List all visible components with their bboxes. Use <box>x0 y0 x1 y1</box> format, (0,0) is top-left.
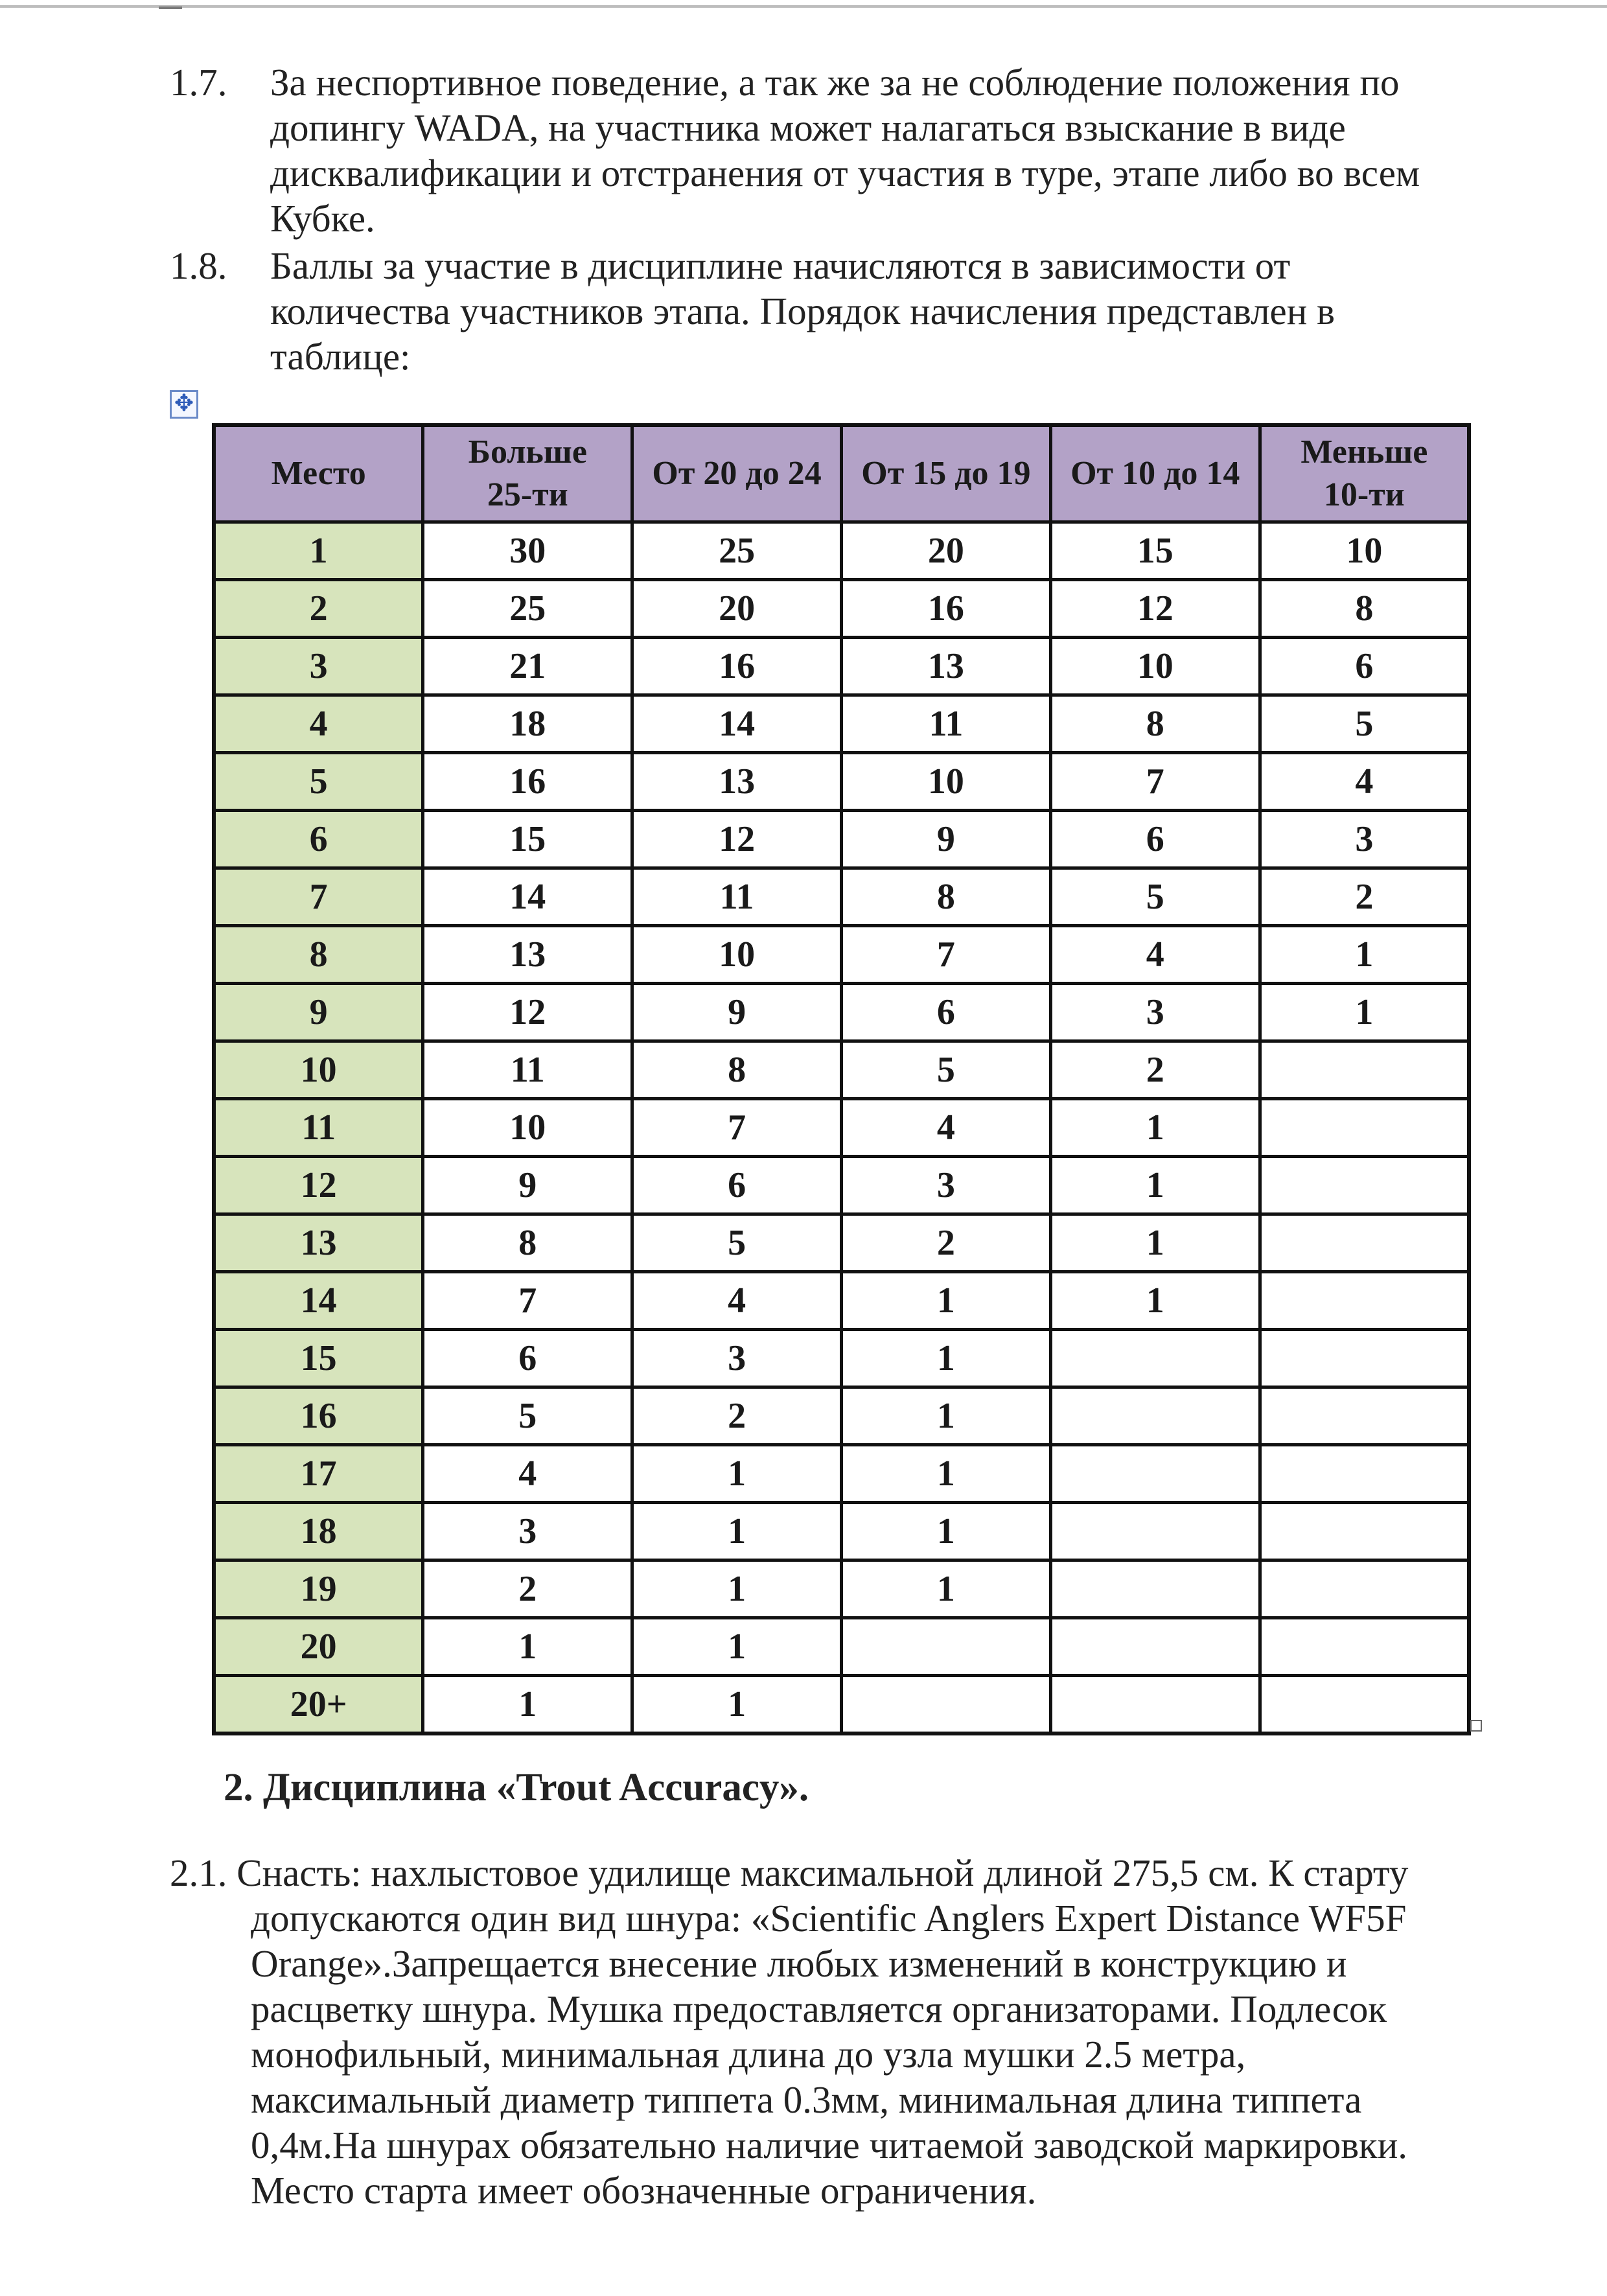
table-row <box>214 1387 1469 1445</box>
points-cell: 7 <box>1050 753 1260 811</box>
table-row <box>214 580 1469 638</box>
place-cell: 1 <box>214 522 423 580</box>
points-cell: 1 <box>632 1676 842 1734</box>
points-cell <box>841 1676 1050 1734</box>
points-cell: 1 <box>1050 1272 1260 1330</box>
place-cell: 8 <box>214 926 423 984</box>
table-row <box>214 1503 1469 1560</box>
points-cell <box>1260 1157 1469 1214</box>
text-line: количества участников этапа. Порядок начисления представлен в <box>270 290 1335 332</box>
place-cell: 4 <box>214 695 423 753</box>
paragraph-1-8 <box>170 243 1466 386</box>
points-cell: 20 <box>841 522 1050 580</box>
table-body <box>214 522 1469 1734</box>
points-cell <box>1050 1387 1260 1445</box>
place-cell: 5 <box>214 753 423 811</box>
table-header-cell <box>1260 425 1469 522</box>
points-cell: 15 <box>1050 522 1260 580</box>
points-cell: 3 <box>1050 984 1260 1041</box>
place-cell: 10 <box>214 1041 423 1099</box>
points-cell: 1 <box>1050 1099 1260 1157</box>
points-cell: 1 <box>841 1387 1050 1445</box>
place-cell: 12 <box>214 1157 423 1214</box>
points-cell: 9 <box>632 984 842 1041</box>
points-cell <box>1050 1560 1260 1618</box>
place-cell: 9 <box>214 984 423 1041</box>
points-cell <box>1260 1272 1469 1330</box>
points-cell: 12 <box>423 984 632 1041</box>
points-cell: 11 <box>632 868 842 926</box>
place-cell: 14 <box>214 1272 423 1330</box>
points-cell <box>1050 1503 1260 1560</box>
points-cell: 1 <box>632 1560 842 1618</box>
text-line: Баллы за участие в дисциплине начисляются в зависимости от <box>270 244 1291 287</box>
points-cell <box>1260 1618 1469 1676</box>
points-cell: 7 <box>841 926 1050 984</box>
place-cell: 15 <box>214 1330 423 1387</box>
place-cell: 13 <box>214 1214 423 1272</box>
points-cell: 8 <box>1050 695 1260 753</box>
points-cell: 5 <box>423 1387 632 1445</box>
points-cell: 4 <box>1260 753 1469 811</box>
paragraph-text <box>270 243 1335 379</box>
points-cell: 8 <box>632 1041 842 1099</box>
text-line: Кубке. <box>270 197 375 240</box>
place-cell: 2 <box>214 580 423 638</box>
points-cell: 1 <box>841 1560 1050 1618</box>
table-row <box>214 811 1469 868</box>
table-header-cell <box>841 425 1050 522</box>
points-cell: 1 <box>632 1618 842 1676</box>
table-row <box>214 638 1469 695</box>
table-row <box>214 753 1469 811</box>
item-number: 1.8. <box>170 244 227 287</box>
points-cell: 1 <box>632 1445 842 1503</box>
points-cell: 1 <box>1260 984 1469 1041</box>
points-cell: 4 <box>632 1272 842 1330</box>
paragraph-text <box>251 1896 1407 2213</box>
table-header-cell <box>632 425 842 522</box>
ruler-marker <box>159 0 182 9</box>
points-cell <box>1050 1330 1260 1387</box>
points-cell: 3 <box>1260 811 1469 868</box>
points-cell: 30 <box>423 522 632 580</box>
header-text: Место <box>271 455 366 492</box>
points-cell: 10 <box>841 753 1050 811</box>
table-header-cell <box>1050 425 1260 522</box>
table-row <box>214 1676 1469 1734</box>
text-line: дисквалификации и отстранения от участия в туре, этапе либо во всем <box>270 152 1420 194</box>
place-cell: 20+ <box>214 1676 423 1734</box>
table-header-cell <box>214 425 423 522</box>
table-row <box>214 1445 1469 1503</box>
points-cell <box>1260 1041 1469 1099</box>
points-cell: 1 <box>841 1503 1050 1560</box>
points-cell <box>1260 1676 1469 1734</box>
points-cell: 3 <box>632 1330 842 1387</box>
place-cell: 18 <box>214 1503 423 1560</box>
points-cell: 1 <box>841 1272 1050 1330</box>
header-text: Больше <box>468 434 587 470</box>
page-top-edge <box>0 5 1607 8</box>
points-cell: 16 <box>841 580 1050 638</box>
table-row <box>214 1272 1469 1330</box>
points-cell: 13 <box>841 638 1050 695</box>
points-cell: 14 <box>423 868 632 926</box>
table-row <box>214 868 1469 926</box>
points-cell: 1 <box>632 1503 842 1560</box>
points-cell: 2 <box>423 1560 632 1618</box>
points-cell: 1 <box>1050 1157 1260 1214</box>
points-cell: 18 <box>423 695 632 753</box>
points-cell: 11 <box>423 1041 632 1099</box>
text-line: Место старта имеет обозначенные ограничения. <box>251 2169 1037 2212</box>
points-cell: 11 <box>841 695 1050 753</box>
points-cell: 2 <box>1260 868 1469 926</box>
points-cell: 10 <box>632 926 842 984</box>
points-cell <box>1260 1445 1469 1503</box>
points-cell: 1 <box>1260 926 1469 984</box>
points-cell: 10 <box>1050 638 1260 695</box>
points-cell <box>1260 1099 1469 1157</box>
text-line: максимальный диаметр типпета 0.3мм, минимальная длина типпета <box>251 2078 1362 2121</box>
place-cell: 7 <box>214 868 423 926</box>
place-cell: 17 <box>214 1445 423 1503</box>
header-text: 25-ти <box>487 476 568 513</box>
points-cell: 5 <box>1260 695 1469 753</box>
paragraph-2-1 <box>170 1850 1466 2226</box>
header-text: От 10 до 14 <box>1070 455 1240 492</box>
points-cell: 2 <box>632 1387 842 1445</box>
table-header-cell <box>423 425 632 522</box>
table-row <box>214 1214 1469 1272</box>
item-number: 1.7. <box>170 61 227 104</box>
points-cell <box>1260 1560 1469 1618</box>
points-cell <box>1050 1445 1260 1503</box>
points-cell: 7 <box>632 1099 842 1157</box>
header-text: От 20 до 24 <box>652 455 822 492</box>
points-cell: 1 <box>1050 1214 1260 1272</box>
place-cell: 16 <box>214 1387 423 1445</box>
place-cell: 11 <box>214 1099 423 1157</box>
points-cell: 5 <box>1050 868 1260 926</box>
points-cell: 14 <box>632 695 842 753</box>
table-header-row <box>214 425 1469 522</box>
points-cell: 1 <box>841 1445 1050 1503</box>
points-cell: 7 <box>423 1272 632 1330</box>
paragraph-text <box>270 60 1420 241</box>
place-cell: 20 <box>214 1618 423 1676</box>
points-cell: 9 <box>841 811 1050 868</box>
table-row <box>214 1618 1469 1676</box>
text-line: 2.1. Снасть: нахлыстовое удилище максимальной длиной 275,5 см. К старту <box>170 1851 1409 1894</box>
points-cell: 16 <box>632 638 842 695</box>
header-text: 10-ти <box>1323 476 1405 513</box>
points-cell <box>1260 1387 1469 1445</box>
points-cell: 6 <box>423 1330 632 1387</box>
points-cell: 10 <box>423 1099 632 1157</box>
points-cell: 10 <box>1260 522 1469 580</box>
points-cell: 4 <box>423 1445 632 1503</box>
table-row <box>214 984 1469 1041</box>
points-cell: 6 <box>1050 811 1260 868</box>
points-cell: 12 <box>1050 580 1260 638</box>
place-cell: 6 <box>214 811 423 868</box>
table-row <box>214 695 1469 753</box>
text-line: За неспортивное поведение, а так же за не соблюдение положения по <box>270 61 1400 104</box>
points-cell: 8 <box>1260 580 1469 638</box>
points-cell: 8 <box>423 1214 632 1272</box>
points-cell <box>1050 1618 1260 1676</box>
text-line: монофильный, минимальная длина до узла мушки 2.5 метра, <box>251 2033 1246 2076</box>
points-cell: 25 <box>423 580 632 638</box>
points-cell <box>1050 1676 1260 1734</box>
table-row <box>214 1157 1469 1214</box>
points-cell: 5 <box>841 1041 1050 1099</box>
points-cell: 21 <box>423 638 632 695</box>
points-cell: 2 <box>841 1214 1050 1272</box>
points-cell: 13 <box>632 753 842 811</box>
points-table <box>212 423 1471 1735</box>
points-cell <box>841 1618 1050 1676</box>
text-line: расцветку шнура. Мушка предоставляется организаторами. Подлесок <box>251 1988 1387 2030</box>
text-line: допускаются один вид шнура: «Scientific Anglers Expert Distance WF5F <box>251 1897 1407 1940</box>
header-text: Меньше <box>1301 434 1428 470</box>
points-cell: 6 <box>1260 638 1469 695</box>
table-move-handle-icon[interactable]: ✥ <box>170 390 198 419</box>
points-cell: 13 <box>423 926 632 984</box>
points-cell <box>1260 1503 1469 1560</box>
text-line: допингу WADA, на участника может налагаться взыскание в виде <box>270 106 1346 149</box>
table-row <box>214 1099 1469 1157</box>
table-row <box>214 522 1469 580</box>
text-line: 0,4м.На шнурах обязательно наличие читаемой заводской маркировки. <box>251 2124 1408 2166</box>
table-row <box>214 1560 1469 1618</box>
points-cell: 1 <box>841 1330 1050 1387</box>
points-cell: 25 <box>632 522 842 580</box>
table-row <box>214 1041 1469 1099</box>
points-cell <box>1260 1330 1469 1387</box>
points-cell: 9 <box>423 1157 632 1214</box>
points-cell: 12 <box>632 811 842 868</box>
points-cell: 4 <box>841 1099 1050 1157</box>
table-resize-handle-icon[interactable] <box>1470 1720 1482 1732</box>
points-cell: 6 <box>632 1157 842 1214</box>
place-cell: 19 <box>214 1560 423 1618</box>
points-cell: 1 <box>423 1676 632 1734</box>
text-line: таблице: <box>270 335 411 378</box>
points-cell <box>1260 1214 1469 1272</box>
points-cell: 3 <box>423 1503 632 1560</box>
points-cell: 3 <box>841 1157 1050 1214</box>
points-cell: 8 <box>841 868 1050 926</box>
table-row <box>214 926 1469 984</box>
points-cell: 2 <box>1050 1041 1260 1099</box>
paragraph-1-7 <box>170 60 1466 248</box>
points-cell: 4 <box>1050 926 1260 984</box>
place-cell: 3 <box>214 638 423 695</box>
header-text: От 15 до 19 <box>861 455 1031 492</box>
table-row <box>214 1330 1469 1387</box>
points-cell: 5 <box>632 1214 842 1272</box>
section-2-heading: 2. Дисциплина «Trout Accuracy». <box>224 1766 809 1809</box>
text-line: Orange».Запрещается внесение любых изменений в конструкцию и <box>251 1942 1347 1985</box>
points-cell: 20 <box>632 580 842 638</box>
points-cell: 1 <box>423 1618 632 1676</box>
points-cell: 16 <box>423 753 632 811</box>
points-cell: 15 <box>423 811 632 868</box>
points-cell: 6 <box>841 984 1050 1041</box>
